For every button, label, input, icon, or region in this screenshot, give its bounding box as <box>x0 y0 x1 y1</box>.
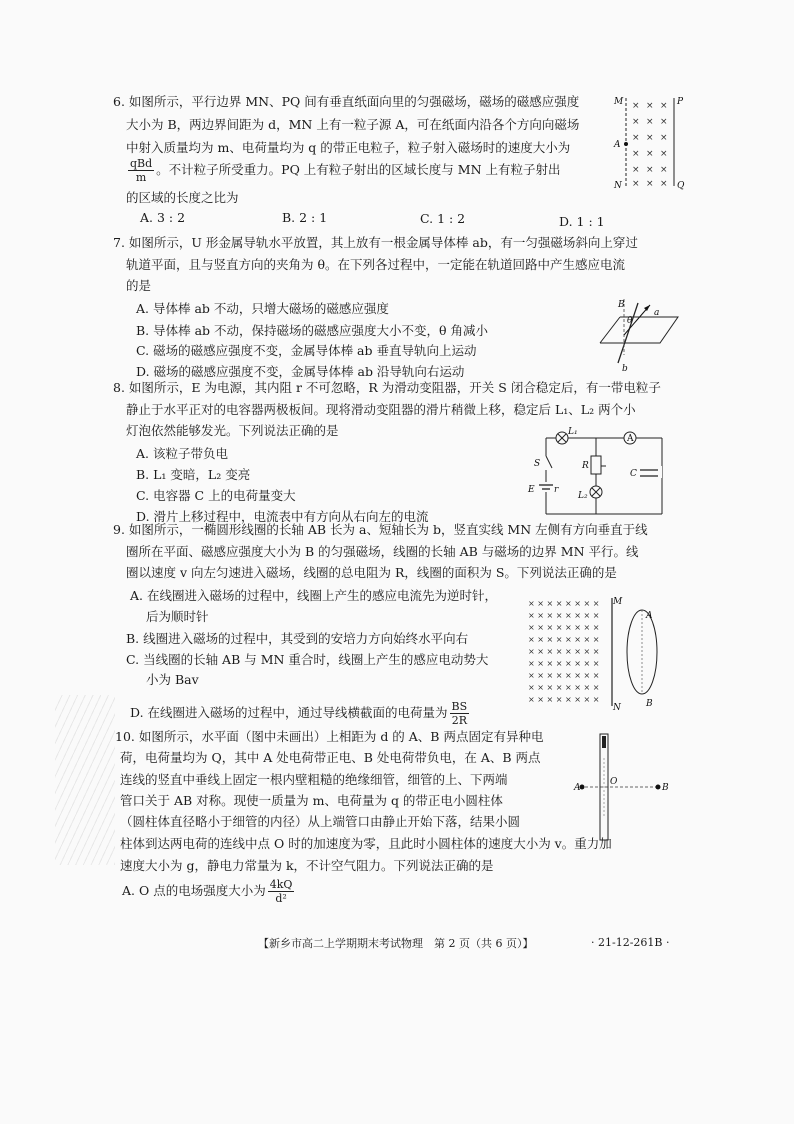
q9-option-a-cont: 后为顺时针 <box>146 609 209 624</box>
svg-text:× × × × × × × ×: × × × × × × × × <box>528 635 600 644</box>
q10-line-6: 柱体到达两电荷的连线中点 O 时的加速度为零，且此时小圆柱体的速度大小为 v。重力加 <box>120 836 612 851</box>
q10-line-4: 管口关于 AB 对称。现使一质量为 m、电荷量为 q 的带正电小圆柱体 <box>120 793 503 808</box>
q6-speed-fraction: $\frac{\text{qBd}}{m}$ <box>130 157 153 184</box>
svg-text:×: × <box>646 133 654 143</box>
q10-label-o: O <box>610 777 618 787</box>
q7-label-theta: θ <box>627 316 633 326</box>
q8-label-e: E <box>528 485 535 495</box>
q7-line-1: 7. 如图所示，U 形金属导轨水平放置，其上放有一根金属导体棒 ab，有一匀强磁场斜向上穿过 <box>113 235 638 250</box>
svg-text:×: × <box>632 165 640 175</box>
q8-option-a: A. 该粒子带负电 <box>136 446 228 461</box>
footer-code: · 21-12-261B · <box>591 936 670 949</box>
q7-option-c: C. 磁场的磁感应强度不变，金属导体棒 ab 垂直导轨向上运动 <box>136 343 477 358</box>
q9-label-b: B <box>646 699 653 709</box>
svg-text:×: × <box>646 165 654 175</box>
footer-title: 【新乡市高二上学期期末考试物理 第 2 页（共 6 页）】 <box>258 937 534 950</box>
q10-line-2: 荷，电荷量均为 Q，其中 A 处电荷带正电、B 处电荷带负电，在 A、B 两点 <box>120 750 541 765</box>
q9-label-m: M <box>613 597 623 607</box>
svg-text:× × × × × × × ×: × × × × × × × × <box>528 659 600 668</box>
q6-option-b: B. 2 : 1 <box>282 210 328 225</box>
svg-text:×: × <box>660 101 668 111</box>
q6-line-2: 大小为 B，两边界间距为 d，MN 上有一粒子源 A，可在纸面内沿各个方向向磁场 <box>126 117 580 132</box>
q8-line-3: 灯泡依然能够发光。下列说法正确的是 <box>126 423 339 438</box>
svg-text:×: × <box>646 149 654 159</box>
q7-label-a: a <box>654 308 660 318</box>
svg-text:×: × <box>646 179 654 189</box>
q9-option-c: C. 当线圈的长轴 AB 与 MN 重合时，线圈上产生的感应电动势大 <box>126 652 489 667</box>
svg-text:×: × <box>660 149 668 159</box>
q6-label-n: N <box>614 181 622 191</box>
q7-option-a: A. 导体棒 ab 不动，只增大磁场的磁感应强度 <box>136 301 389 316</box>
q10-line-3: 连线的竖直中垂线上固定一根内壁粗糙的绝缘细管，细管的上、下两端 <box>120 772 508 787</box>
svg-text:× × × × × × × ×: × × × × × × × × <box>528 695 600 704</box>
q10-line-1: 10. 如图所示，水平面（图中未画出）上相距为 d 的 A、B 两点固定有异种电 <box>115 729 544 744</box>
q8-label-ammeter: A <box>627 434 634 444</box>
q9-option-a: A. 在线圈进入磁场的过程中，线圈上产生的感应电流先为逆时针， <box>130 588 497 603</box>
q8-figure <box>526 426 666 518</box>
q7-label-b: b <box>622 364 628 374</box>
svg-text:×: × <box>632 179 640 189</box>
q7-option-d: D. 磁场的磁感应强度不变，金属导体棒 ab 沿导轨向右运动 <box>136 364 465 379</box>
svg-text:×: × <box>632 101 640 111</box>
q6-label-m: M <box>614 97 624 107</box>
q8-option-d: D. 滑片上移过程中，电流表中有方向从右向左的电流 <box>136 509 429 524</box>
q10-label-b: B <box>662 783 669 793</box>
q6-label-p: P <box>677 97 684 107</box>
q9-option-d: D. 在线圈进入磁场的过程中，通过导线横截面的电荷量为 $\frac{BS}{2R}$ <box>130 700 468 727</box>
q10-line-5: （圆柱体直径略小于细管的内径）从上端管口由静止开始下落，结果小圆 <box>120 814 521 829</box>
q7-line-3: 的是 <box>126 278 152 293</box>
svg-text:× × × × × × × ×: × × × × × × × × <box>528 647 600 656</box>
q6-line-3: 中射入质量均为 m、电荷量均为 q 的带正电粒子，粒子射入磁场时的速度大小为 <box>126 140 571 155</box>
q8-label-l1: L₁ <box>568 427 578 437</box>
q6-label-q: Q <box>677 181 685 191</box>
svg-text:× × × × × × × ×: × × × × × × × × <box>528 599 600 608</box>
q9-label-a: A <box>646 611 653 621</box>
q8-label-l2: L₂ <box>578 491 588 501</box>
q10-option-a: A. O 点的电场强度大小为 $\frac{4kQ}{\text{d²}}$ <box>122 878 293 905</box>
q6-line-5: 的区域的长度之比为 <box>126 190 239 205</box>
q6-option-a: A. 3 : 2 <box>140 210 186 225</box>
q8-label-c: C <box>630 469 637 479</box>
svg-text:× × × × × × × ×: × × × × × × × × <box>528 671 600 680</box>
q8-line-2: 静止于水平正对的电容器两极板间。现将滑动变阻器的滑片稍微上移，稳定后 L₁、L₂ 两个小 <box>126 402 636 417</box>
q7-option-b: B. 导体棒 ab 不动，保持磁场的磁感应强度大小不变，θ 角减小 <box>136 323 489 338</box>
q7-figure <box>580 295 680 375</box>
q8-line-1: 8. 如图所示，E 为电源，其内阻 r 不可忽略，R 为滑动变阻器，开关 S 闭合稳定后，有一带电粒子 <box>113 380 661 395</box>
svg-text:×: × <box>660 179 668 189</box>
svg-text:×: × <box>660 133 668 143</box>
svg-text:×: × <box>632 133 640 143</box>
q8-option-b: B. L₁ 变暗，L₂ 变亮 <box>136 467 251 482</box>
q9-charge-fraction: $\frac{BS}{2R}$ <box>451 700 468 727</box>
svg-text:×: × <box>632 149 640 159</box>
q7-line-2: 轨道平面，且与竖直方向的夹角为 θ。在下列各过程中，一定能在轨道回路中产生感应电流 <box>126 257 626 272</box>
svg-text:×: × <box>632 117 640 127</box>
q8-option-c: C. 电容器 C 上的电荷量变大 <box>136 488 296 503</box>
svg-text:× × × × × × × ×: × × × × × × × × <box>528 683 600 692</box>
q9-figure <box>524 594 664 712</box>
q9-option-c-cont: 小为 Bav <box>146 672 199 687</box>
q6-label-a: A <box>614 140 621 150</box>
svg-text:×: × <box>646 117 654 127</box>
q9-option-b: B. 线圈进入磁场的过程中，其受到的安培力方向始终水平向右 <box>126 631 469 646</box>
q6-option-c: C. 1 : 2 <box>420 211 466 226</box>
q10-label-a: A <box>574 783 581 793</box>
q8-label-r-internal: r <box>554 485 559 495</box>
q7-label-b-field: B <box>618 300 625 310</box>
q9-line-3: 圈以速度 v 向左匀速进入磁场，线圈的总电阻为 R，线圈的面积为 S。下列说法正确的是 <box>126 565 617 580</box>
q10-line-7: 速度大小为 g，静电力常量为 k，不计空气阻力。下列说法正确的是 <box>120 858 494 873</box>
svg-text:× × × × × × × ×: × × × × × × × × <box>528 611 600 620</box>
q9-label-n: N <box>613 703 621 713</box>
svg-text:×: × <box>660 117 668 127</box>
svg-text:× × × × × × × ×: × × × × × × × × <box>528 623 600 632</box>
q10-field-fraction: $\frac{4kQ}{\text{d²}}$ <box>269 878 293 905</box>
q8-label-s: S <box>534 459 541 469</box>
q10-figure <box>576 730 672 844</box>
q9-line-2: 圈所在平面、磁感应强度大小为 B 的匀强磁场，线圈的长轴 AB 与磁场的边界 MN 平行。线 <box>126 544 639 559</box>
q6-line-4: $\frac{\text{qBd}}{m}$ 。不计粒子所受重力。PQ 上有粒子射出的区域长度与 MN 上有粒子射出 <box>130 157 561 184</box>
scan-smudge <box>55 695 115 865</box>
svg-text:×: × <box>646 101 654 111</box>
q6-figure <box>608 92 688 192</box>
q8-label-r: R <box>582 461 589 471</box>
svg-text:×: × <box>660 165 668 175</box>
q6-line-1: 6. 如图所示，平行边界 MN、PQ 间有垂直纸面向里的匀强磁场，磁场的磁感应强度 <box>113 94 580 109</box>
q9-line-1: 9. 如图所示，一椭圆形线圈的长轴 AB 长为 a、短轴长为 b，竖直实线 MN 左侧有方向垂直于线 <box>113 522 648 537</box>
q6-option-d: D. 1 : 1 <box>559 214 605 229</box>
